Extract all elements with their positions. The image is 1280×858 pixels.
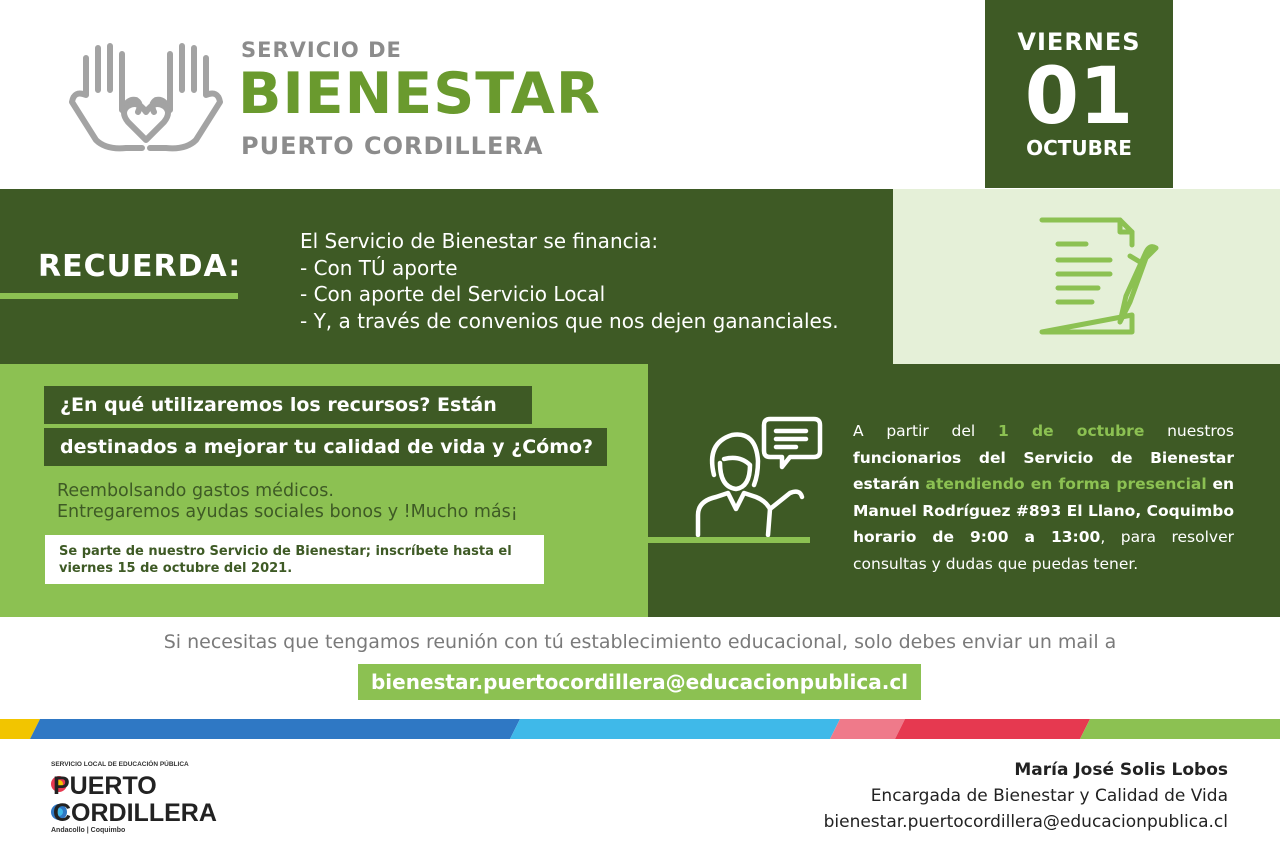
logo-line-1: PUERTO xyxy=(53,772,157,800)
info-text: nuestros xyxy=(1144,422,1234,440)
info-address-bold: en Manuel Rodríguez #893 El Llano, Coquimbo horario de 9:00 a 13:00 xyxy=(853,475,1234,546)
info-date-highlight: 1 de octubre xyxy=(997,422,1145,440)
date-number: 01 xyxy=(1024,52,1134,142)
title-small: SERVICIO DE xyxy=(241,38,402,62)
color-stripes xyxy=(0,719,1280,739)
financing-list xyxy=(300,228,839,334)
info-presencial-highlight: atendiendo en forma presencial xyxy=(925,475,1207,493)
info-bold: funcionarios del Servicio de Bienestar estarán xyxy=(853,448,1234,493)
note-line: viernes 15 de octubre del 2021. xyxy=(59,561,293,576)
financing-line: El Servicio de Bienestar se financia: xyxy=(300,229,659,253)
question-line-2: destinados a mejorar tu calidad de vida y ¿Cómo? xyxy=(44,428,607,466)
financing-line: - Y, a través de convenios que nos dejen gananciales. xyxy=(300,308,839,333)
person-chat-icon xyxy=(690,413,825,543)
signature-email[interactable]: bienestar.puertocordillera@educacionpublica.cl xyxy=(823,812,1228,832)
registration-note xyxy=(45,535,544,584)
logo-bottom-text: Andacollo | Coquimbo xyxy=(51,827,126,834)
date-day: VIERNES xyxy=(1017,28,1141,56)
recuerda-label: RECUERDA: xyxy=(38,249,242,284)
financing-line: - Con TÚ aporte xyxy=(300,255,458,280)
title-puerto-cordillera: PUERTO CORDILLERA xyxy=(241,132,544,160)
date-box xyxy=(985,0,1173,188)
info-divider xyxy=(648,537,810,543)
financing-line: - Con aporte del Servicio Local xyxy=(300,282,606,306)
recuerda-underline xyxy=(0,293,238,299)
contact-email-link[interactable]: bienestar.puertocordillera@educacionpublica.cl xyxy=(358,664,921,700)
note-line: Se parte de nuestro Servicio de Bienestar; inscríbete hasta el xyxy=(59,544,512,559)
benefit-item: Entregaremos ayudas sociales bonos y !Mucho más¡ xyxy=(57,502,518,522)
signature-role: Encargada de Bienestar y Calidad de Vida xyxy=(870,786,1228,806)
date-month: OCTUBRE xyxy=(1026,136,1132,160)
info-text: , para resolver consultas y dudas que puedas tener. xyxy=(853,528,1234,573)
logo-top-text: SERVICIO LOCAL DE EDUCACIÓN PÚBLICA xyxy=(51,761,189,768)
hands-heart-icon xyxy=(66,40,226,155)
document-pencil-icon xyxy=(1030,210,1165,340)
title-bienestar: BIENESTAR xyxy=(238,61,601,127)
attendance-info xyxy=(853,418,1234,577)
benefit-item: Reembolsando gastos médicos. xyxy=(57,481,334,501)
info-text: A partir del xyxy=(853,422,998,440)
meeting-request-text: Si necesitas que tengamos reunión con tú establecimiento educacional, solo debes enviar un mail a xyxy=(163,631,1117,653)
benefits-list xyxy=(57,481,518,523)
logo-line-2: CORDILLERA xyxy=(53,799,217,827)
puerto-cordillera-logo xyxy=(51,760,251,840)
question-line-1: ¿En qué utilizaremos los recursos? Están xyxy=(44,386,532,424)
signature-name: María José Solis Lobos xyxy=(1014,760,1228,780)
